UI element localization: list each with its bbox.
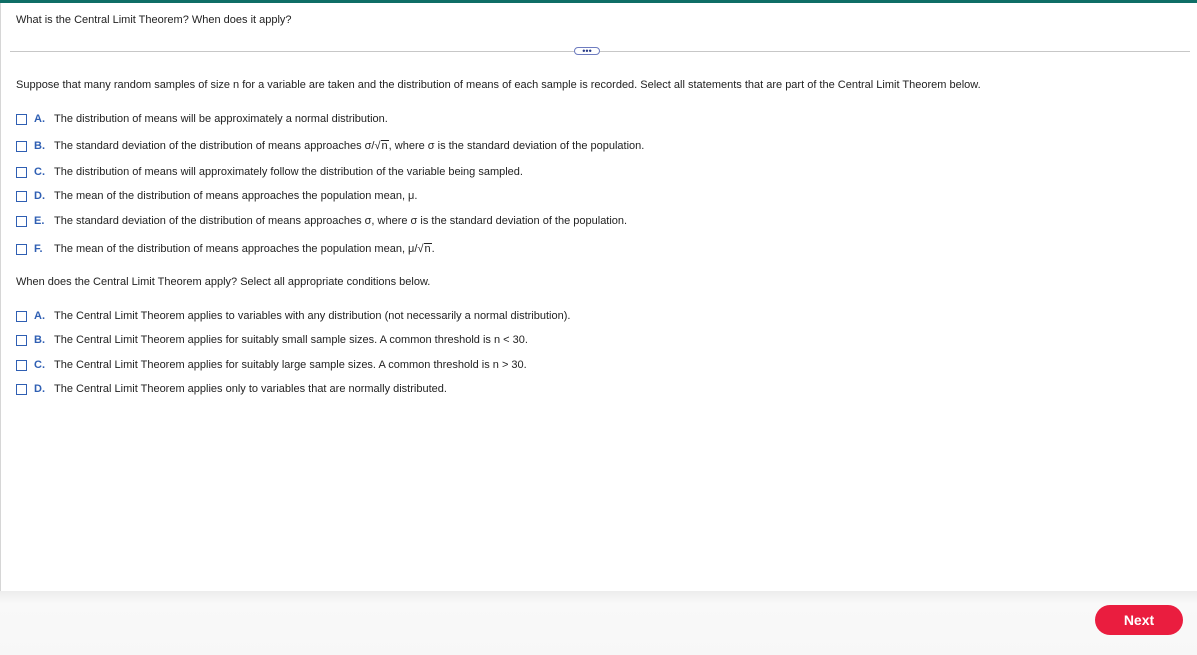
checkbox[interactable] [16,216,27,227]
option-label [54,242,435,256]
option-text-before: The standard deviation of the distribution of means approaches σ/ [54,140,375,152]
part1-option-a[interactable] [16,111,388,127]
option-text-before: The mean of the distribution of means approaches the population mean, μ/ [54,243,418,255]
option-label: The mean of the distribution of means approaches the population mean, μ. [54,190,418,202]
question-text: What is the Central Limit Theorem? When does it apply? [16,14,292,26]
part1-option-b[interactable] [16,138,644,154]
expand-more-button[interactable]: ••• [574,47,600,55]
sqrt-argument: n [381,140,388,152]
part2-option-c[interactable] [16,357,527,373]
option-label: The distribution of means will be approximately a normal distribution. [54,113,388,125]
option-label: The distribution of means will approximately follow the distribution of the variable being sampled. [54,166,523,178]
part2-option-b[interactable] [16,332,528,348]
checkbox[interactable] [16,384,27,395]
checkbox[interactable] [16,114,27,125]
option-letter: C. [34,166,45,178]
sqrt-symbol: √ [374,140,381,152]
option-text-after: . [431,243,435,255]
part1-option-d[interactable] [16,188,417,204]
option-letter: C. [34,359,45,371]
checkbox[interactable] [16,311,27,322]
option-letter: B. [34,334,45,346]
checkbox[interactable] [16,167,27,178]
section-divider [10,51,1190,52]
checkbox[interactable] [16,191,27,202]
top-accent-rule [0,0,1197,3]
option-letter: E. [34,215,45,227]
option-label [54,139,644,153]
checkbox[interactable] [16,360,27,371]
left-border [0,3,1,591]
checkbox[interactable] [16,335,27,346]
option-label: The Central Limit Theorem applies only to variables that are normally distributed. [54,383,447,395]
option-letter: A. [34,310,45,322]
part1-option-f[interactable] [16,241,435,257]
option-label: The Central Limit Theorem applies for suitably large sample sizes. A common threshold is n > 30. [54,359,527,371]
checkbox[interactable] [16,244,27,255]
part1-prompt: Suppose that many random samples of size n for a variable are taken and the distribution of means of each sample is recorded. Select all statements that are part of the Central Limit Theorem below. [16,79,981,91]
option-letter: D. [34,190,45,202]
footer-bar [0,591,1197,655]
option-label: The standard deviation of the distribution of means approaches σ, where σ is the standard deviation of the population. [54,215,628,227]
sqrt-argument: n [424,243,431,255]
part2-option-d[interactable] [16,381,447,397]
part2-option-a[interactable] [16,308,570,324]
option-text-after: , where σ is the standard deviation of the population. [388,140,645,152]
part2-prompt: When does the Central Limit Theorem apply? Select all appropriate conditions below. [16,276,431,288]
option-letter: A. [34,113,45,125]
option-letter: F. [34,243,43,255]
next-button[interactable]: Next [1095,605,1183,635]
option-letter: D. [34,383,45,395]
option-label: The Central Limit Theorem applies for suitably small sample sizes. A common threshold is n < 30. [54,334,528,346]
part1-option-c[interactable] [16,164,523,180]
checkbox[interactable] [16,141,27,152]
part1-option-e[interactable] [16,213,627,229]
sqrt-symbol: √ [417,243,424,255]
option-letter: B. [34,140,45,152]
option-label: The Central Limit Theorem applies to variables with any distribution (not necessarily a normal distribution). [54,310,571,322]
